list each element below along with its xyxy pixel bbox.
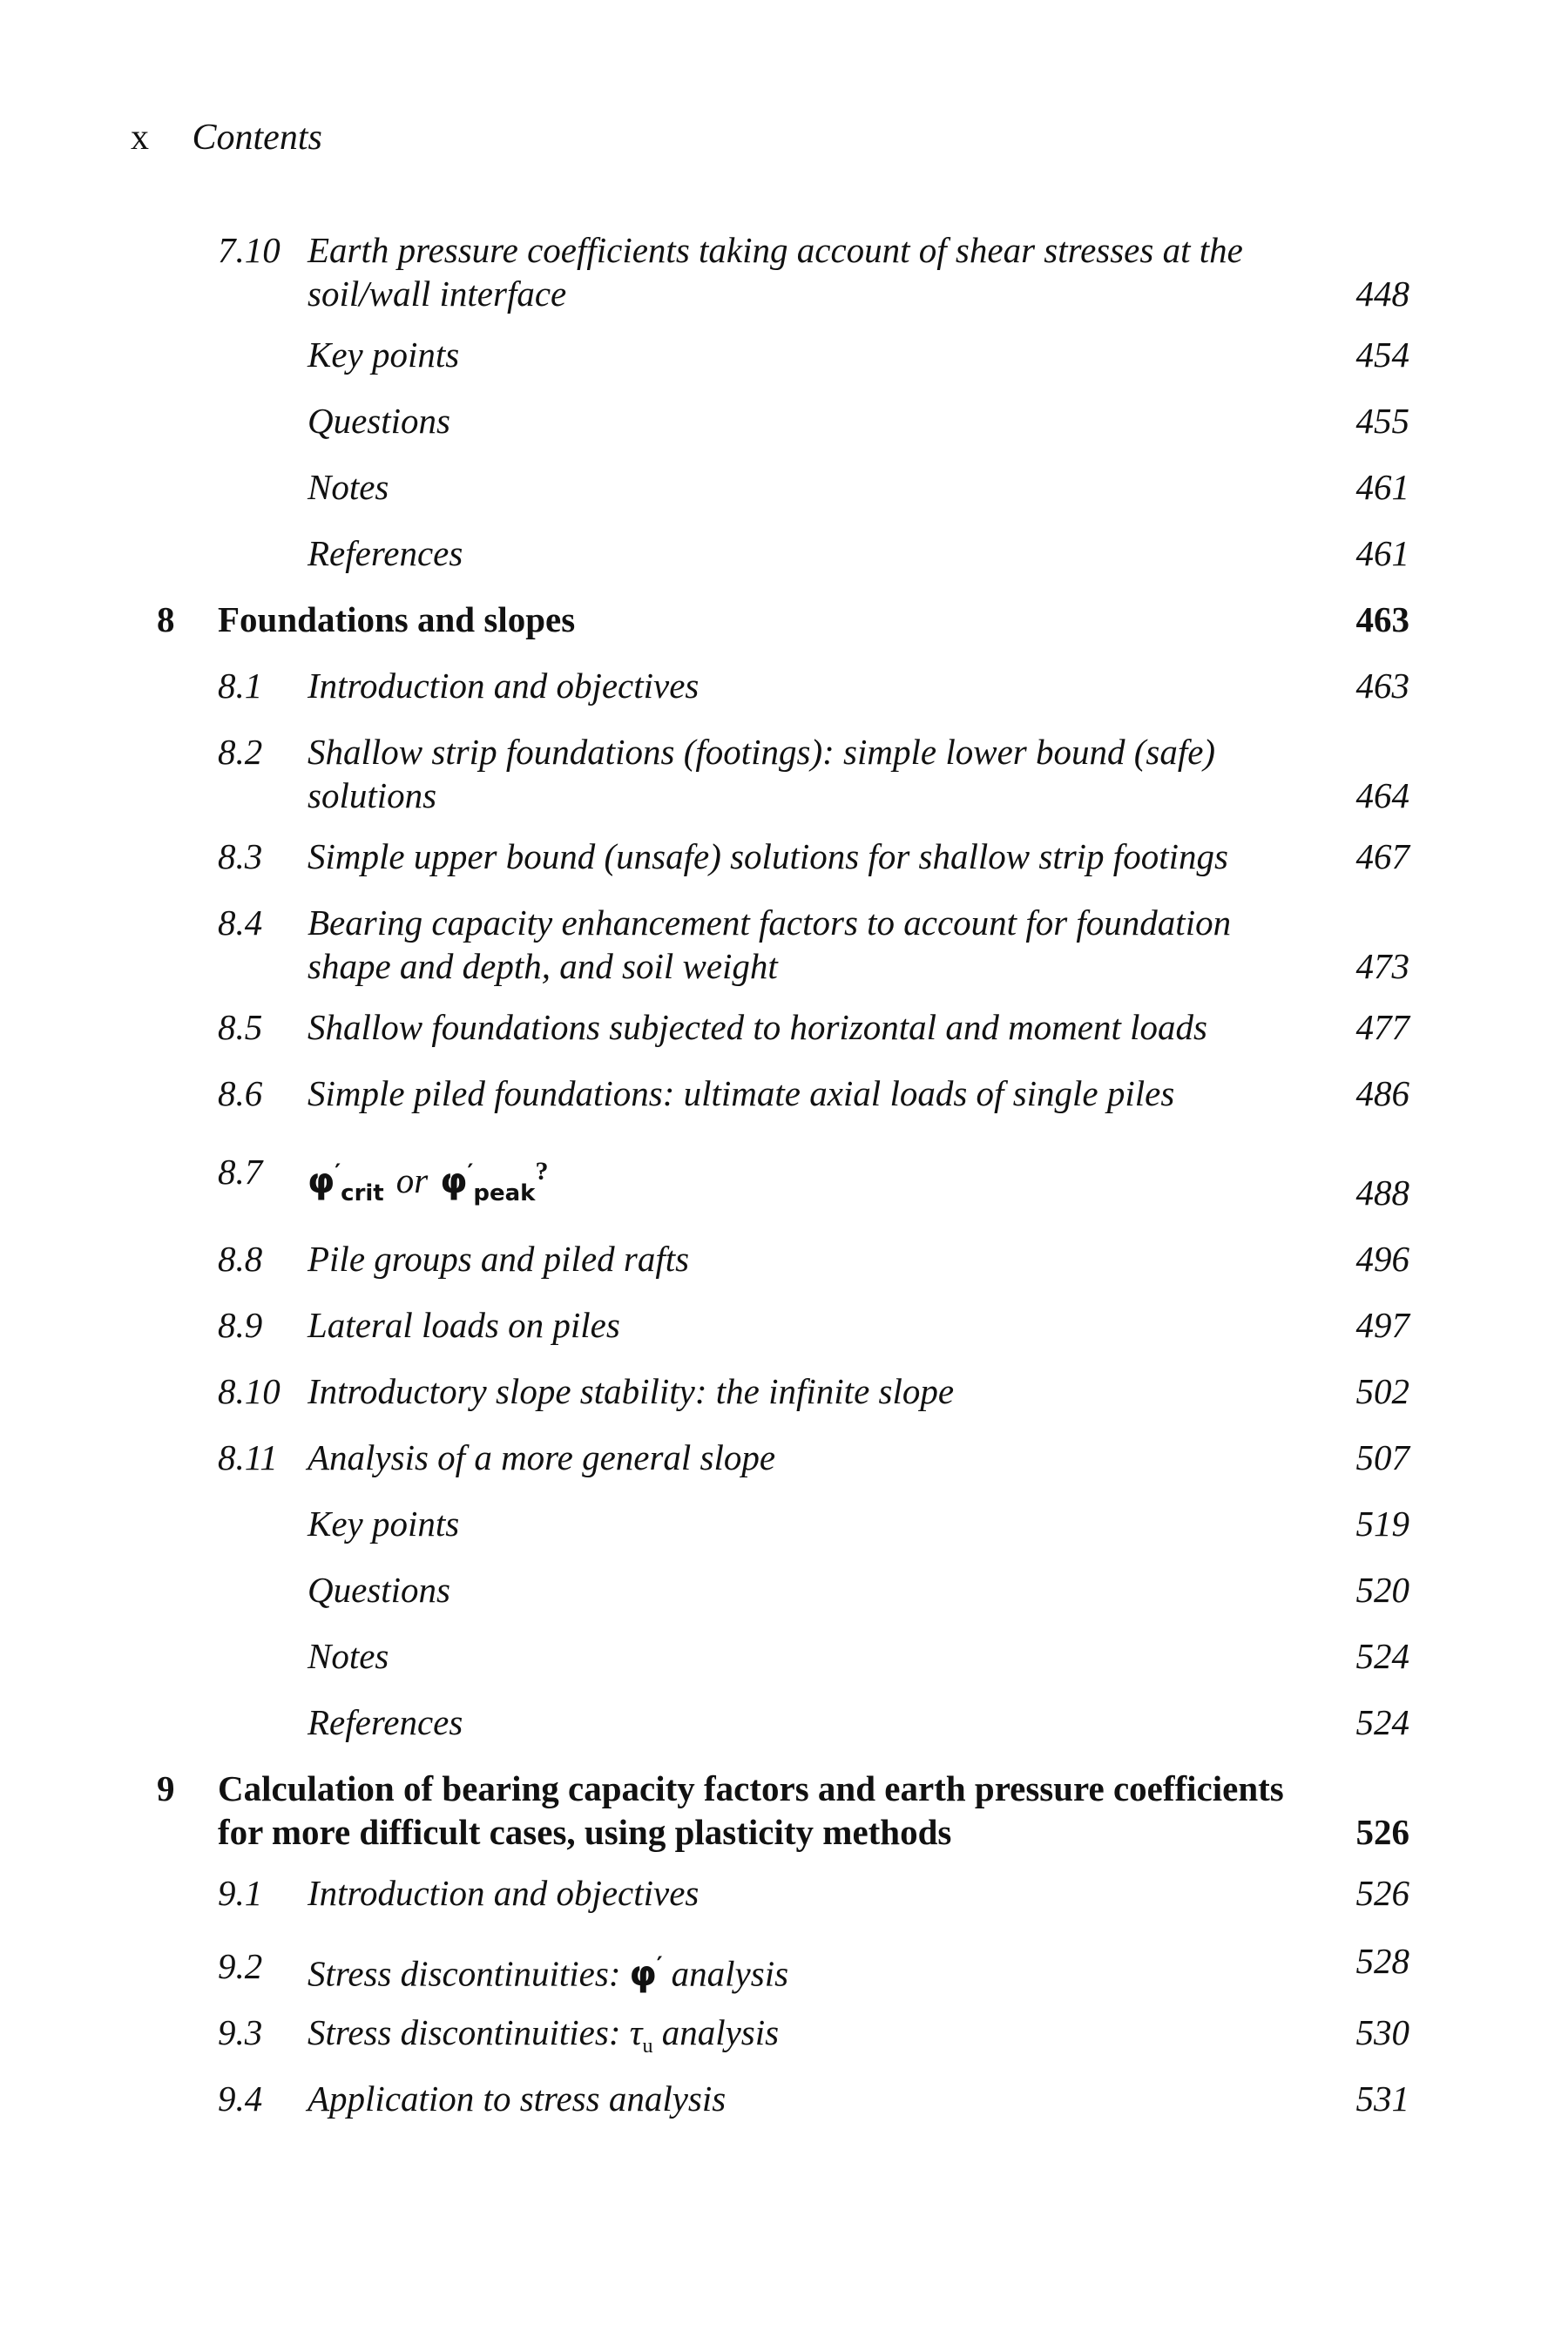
toc-entry-page: 524 bbox=[1355, 1636, 1409, 1676]
toc-entry-page: 530 bbox=[1355, 2012, 1409, 2052]
toc-entry-title bbox=[218, 598, 1315, 641]
toc-entry-title bbox=[308, 835, 1318, 878]
toc-entry-number: 9.2 bbox=[218, 1946, 263, 1986]
toc-entry-title-line: References bbox=[308, 1702, 463, 1742]
toc-entry-number: 8.1 bbox=[218, 666, 263, 706]
toc-entry-title-line: Introductory slope stability: the infinite slope bbox=[308, 1371, 955, 1411]
toc-entry-number: 8.5 bbox=[218, 1007, 263, 1047]
toc-entry-title-line: Key points bbox=[308, 335, 460, 375]
toc-entry-title-line: Questions bbox=[308, 401, 450, 441]
toc-entry-title bbox=[308, 1944, 1318, 1996]
tau-symbol: $\tau_u$ bbox=[629, 2012, 653, 2058]
toc-entry-page: 473 bbox=[1355, 946, 1409, 986]
toc-entry-page: 454 bbox=[1355, 335, 1409, 375]
toc-entry-title-line: Notes bbox=[308, 467, 389, 507]
toc-entry-page: 463 bbox=[1355, 666, 1409, 706]
toc-entry-title-line: Analysis of a more general slope bbox=[308, 1437, 776, 1477]
toc-entry-title-line: Simple upper bound (unsafe) solutions for shallow strip footings bbox=[308, 836, 1228, 876]
toc-entry-page: 528 bbox=[1355, 1941, 1409, 1981]
toc-entry-number: 8.2 bbox=[218, 732, 263, 772]
toc-entry-page: 520 bbox=[1355, 1570, 1409, 1610]
toc-entry-title-line: for more difficult cases, using plasticity methods bbox=[218, 1812, 952, 1852]
toc-entry-title-line: Introduction and objectives bbox=[308, 1873, 700, 1913]
toc-entry-title bbox=[308, 333, 1318, 376]
toc-entry-page: 448 bbox=[1355, 274, 1409, 314]
toc-entry-title bbox=[308, 1502, 1318, 1545]
toc-entry-title-pre: Stress discontinuities: bbox=[308, 2012, 630, 2052]
toc-entry-page: 467 bbox=[1355, 836, 1409, 876]
phi-prime-symbol: φ′ bbox=[629, 1953, 663, 1995]
toc-entry-title bbox=[308, 2011, 1318, 2068]
toc-entry-title bbox=[308, 465, 1318, 509]
toc-entry-title-line: Simple piled foundations: ultimate axial loads of single piles bbox=[308, 1073, 1175, 1113]
toc-entry-number: 8.6 bbox=[218, 1073, 263, 1113]
toc-entry-title bbox=[308, 901, 1318, 988]
toc-entry-title-line: Foundations and slopes bbox=[218, 599, 576, 639]
toc-entry-page: 526 bbox=[1355, 1812, 1409, 1852]
question-mark: ? bbox=[535, 1157, 549, 1186]
toc-entry-page: 461 bbox=[1355, 533, 1409, 573]
toc-entry-title-line: Lateral loads on piles bbox=[308, 1305, 620, 1345]
toc-entry-title-line: Questions bbox=[308, 1570, 450, 1610]
toc-entry-number: 8.11 bbox=[218, 1437, 278, 1477]
toc-entry-title bbox=[308, 1005, 1318, 1049]
toc-entry-title-line: solutions bbox=[308, 775, 437, 815]
toc-entry-title-line: Bearing capacity enhancement factors to account for foundation bbox=[308, 902, 1232, 943]
toc-entry-title bbox=[308, 399, 1318, 443]
toc-entry-title bbox=[308, 664, 1318, 707]
toc-entry-page: 464 bbox=[1355, 775, 1409, 815]
toc-entry-title bbox=[308, 1369, 1318, 1413]
phi-crit-symbol: $\varphi'_{crit}$ bbox=[308, 1159, 384, 1206]
toc-entry-title-pre: Stress discontinuities: bbox=[308, 1953, 621, 1994]
toc-entry-title-line: Pile groups and piled rafts bbox=[308, 1239, 690, 1279]
toc-entry-page: 507 bbox=[1355, 1437, 1409, 1477]
toc-entry-number: 8.3 bbox=[218, 836, 263, 876]
toc-entry-title bbox=[308, 531, 1318, 575]
toc-entry-title bbox=[308, 1150, 1318, 1215]
toc-entry-number: 8.10 bbox=[218, 1371, 280, 1411]
toc-entry-number: 9.1 bbox=[218, 1873, 263, 1913]
toc-entry-page: 502 bbox=[1355, 1371, 1409, 1411]
toc-entry-title-line: Calculation of bearing capacity factors and earth pressure coefficients bbox=[218, 1768, 1284, 1808]
toc-entry-page: 519 bbox=[1355, 1504, 1409, 1544]
tau-sub: u bbox=[642, 2035, 653, 2058]
toc-entry-title-line: shape and depth, and soil weight bbox=[308, 946, 778, 986]
toc-entry-title bbox=[308, 1071, 1318, 1115]
toc-entry-title bbox=[308, 1700, 1318, 1744]
toc-entry-title-line: Earth pressure coefficients taking account of shear stresses at the bbox=[308, 230, 1243, 270]
toc-entry-number: 9.4 bbox=[218, 2078, 263, 2119]
toc-entry-title-line: Introduction and objectives bbox=[308, 666, 700, 706]
toc-entry-number: 8.9 bbox=[218, 1305, 263, 1345]
toc-entry-page: 461 bbox=[1355, 467, 1409, 507]
running-head bbox=[131, 117, 322, 159]
toc-entry-title-line: Key points bbox=[308, 1504, 460, 1544]
toc-entry-page: 455 bbox=[1355, 401, 1409, 441]
running-head-page-number: x bbox=[131, 118, 149, 158]
toc-entry-title-line: Application to stress analysis bbox=[308, 2078, 727, 2119]
toc-entry-page: 531 bbox=[1355, 2078, 1409, 2119]
toc-entry-number: 8.4 bbox=[218, 902, 263, 943]
toc-entry-number: 8.7 bbox=[218, 1152, 263, 1192]
toc-entry-title bbox=[308, 2077, 1318, 2120]
toc-entry-title bbox=[308, 1303, 1318, 1347]
toc-entry-title-line: References bbox=[308, 533, 463, 573]
phi-sub: peak bbox=[473, 1179, 536, 1206]
toc-entry-title-line: soil/wall interface bbox=[308, 274, 567, 314]
or-word: or bbox=[395, 1159, 429, 1200]
toc-entry-number: 8 bbox=[157, 599, 175, 639]
toc-entry-title bbox=[308, 730, 1318, 817]
toc-entry-title bbox=[218, 1767, 1315, 1854]
toc-entry-title-line: Shallow foundations subjected to horizontal and moment loads bbox=[308, 1007, 1207, 1047]
toc-entry-title-post: analysis bbox=[671, 1953, 789, 1994]
running-head-title: Contents bbox=[192, 118, 322, 158]
toc-entry-page: 524 bbox=[1355, 1702, 1409, 1742]
toc-entry-page: 496 bbox=[1355, 1239, 1409, 1279]
toc-entry-title bbox=[308, 1568, 1318, 1612]
toc-entry-page: 486 bbox=[1355, 1073, 1409, 1113]
toc-entry-title bbox=[308, 1237, 1318, 1281]
toc-entry-title-line: Notes bbox=[308, 1636, 389, 1676]
toc-entry-title bbox=[308, 1436, 1318, 1479]
toc-entry-title-line: Shallow strip foundations (footings): simple lower bound (safe) bbox=[308, 732, 1216, 772]
phi-peak-symbol: $\varphi'_{peak}$ bbox=[440, 1159, 536, 1206]
toc-entry-number: 8.8 bbox=[218, 1239, 263, 1279]
toc-entry-title bbox=[308, 228, 1318, 315]
toc-entry-title bbox=[308, 1871, 1318, 1915]
toc-entry-page: 497 bbox=[1355, 1305, 1409, 1345]
toc-entry-page: 463 bbox=[1355, 599, 1409, 639]
toc-entry-page: 526 bbox=[1355, 1873, 1409, 1913]
phi-sub: crit bbox=[341, 1179, 384, 1206]
toc-entry-number: 7.10 bbox=[218, 230, 280, 270]
toc-entry-title-post: analysis bbox=[661, 2012, 780, 2052]
toc-entry-page: 488 bbox=[1355, 1173, 1409, 1213]
toc-entry-number: 9 bbox=[157, 1768, 175, 1808]
toc-entry-title bbox=[308, 1634, 1318, 1678]
toc-entry-page: 477 bbox=[1355, 1007, 1409, 1047]
toc-entry-number: 9.3 bbox=[218, 2012, 263, 2052]
